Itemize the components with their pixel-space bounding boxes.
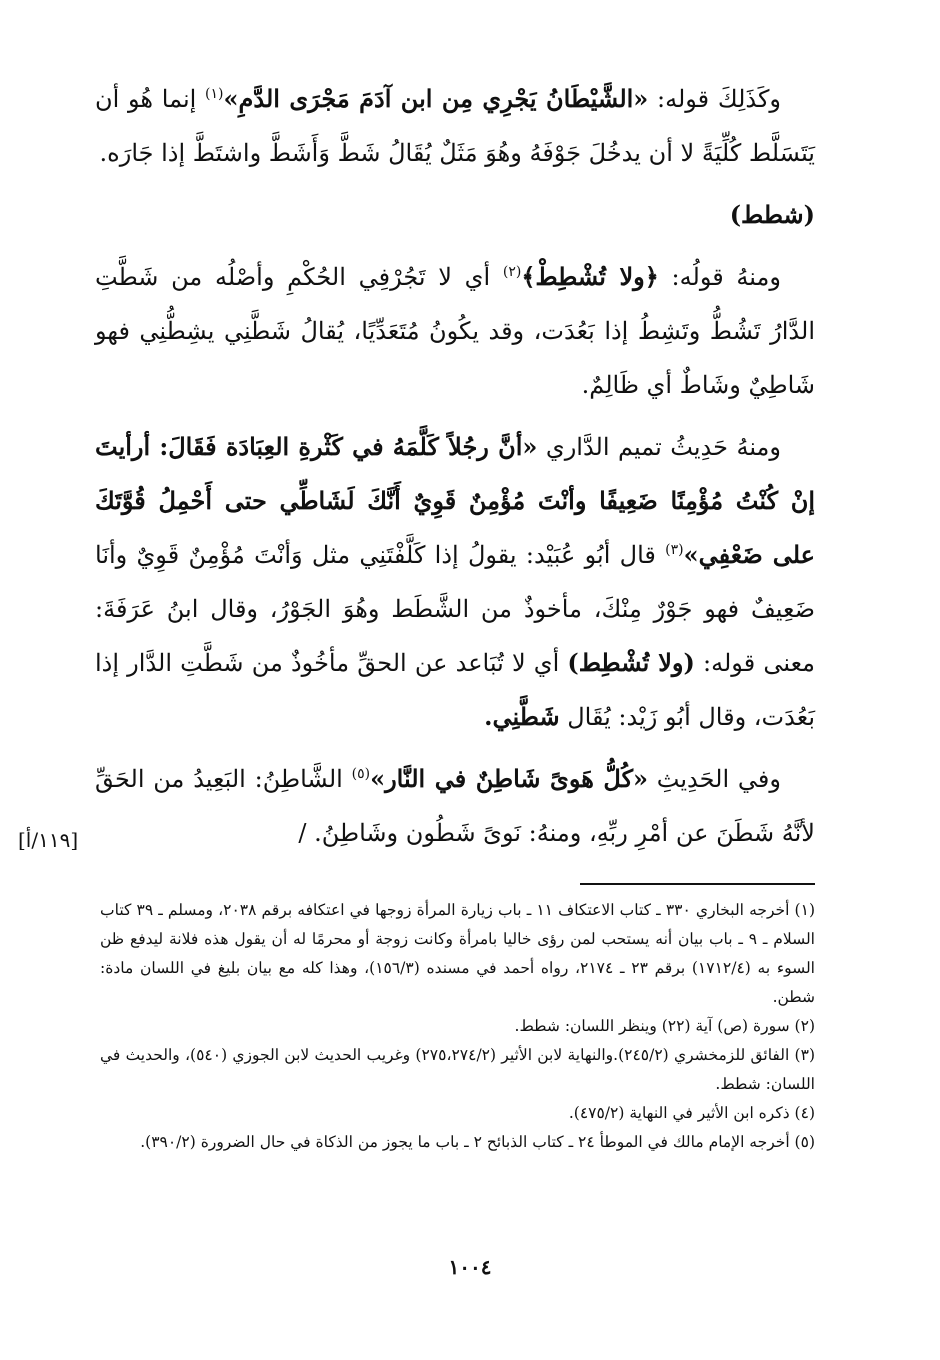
footnote-ref: (٣) bbox=[665, 542, 684, 558]
text-run: قال أبُو عُبَيْد: يقولُ إذا كَلَّفْتَنِي مثل وَأنْتَ مُؤْمِنٌ قَوِيٌ وأنَا ضَعِيفٌ فهو جَوْرٌ مِنْكَ، مأخوذٌ من الشَّطَط وهُوَ الجَوْرُ، وقال ابنُ عَرَفَةَ: معنى قوله: bbox=[95, 541, 816, 677]
footnote-1: (١) أخرجه البخاري ٣٣٠ ـ كتاب الاعتكاف ١١ ـ باب زيارة المرأة زوجها في اعتكافه برقم ٢٠٣٨، ومسلم ـ ٣٩ كتاب السلام ـ ٩ ـ باب بيان أنه يستحب لمن رؤى خاليا بامرأة وكانت زوجة أو محرمًا له أن يقول هذه فلانة ليدفع ظن السوء به (١٧١٢/٤) برقم ٢٣ ـ ٢١٧٤، رواه أحمد في مسنده (١٥٦/٣)، وهذا كله مع بيان بليغ في اللسان مادة: شطن. bbox=[100, 901, 815, 1006]
main-text bbox=[95, 72, 815, 868]
footnote-2: (٢) سورة (ص) آية (٢٢) وينظر اللسان: شطط. bbox=[514, 1017, 815, 1035]
text-run: ومنهُ قولُه: bbox=[671, 263, 781, 291]
footnote-4: (٤) ذكره ابن الأثير في النهاية (٤٧٥/٢). bbox=[568, 1104, 815, 1122]
footnote-ref: (٢) bbox=[502, 264, 522, 280]
paragraph-1 bbox=[95, 72, 815, 180]
text-run: ومنهُ حَدِيثُ تميم الدَّاري bbox=[545, 433, 782, 461]
footnote-ref: (١) bbox=[205, 86, 224, 102]
text-run: إنما هُو أن يَتَسَلَّط كُلِّيَةً لا أن يدخُلَ جَوْفَهُ وهُوَ مَثَلٌ يُقَالُ شَطَّ وَأَشَطَّ واشتَطَّ إذا جَارَه. bbox=[95, 85, 815, 167]
manuscript-folio-marker: [١١٩/أ] bbox=[18, 828, 79, 852]
text-run: شَطَّنِي. bbox=[484, 702, 560, 731]
quran-quote: (ولا تُشْطِط) bbox=[567, 648, 695, 677]
quran-quote: ﴿ولا تُشْطِطْ﴾ bbox=[521, 262, 659, 291]
hadith-quote: «أنَّ رجُلاً كَلَّمَهُ في كَثْرةِ العِبَادَة فَقَالَ: أرأيتَ إنْ كُنْتُ مُؤْمِنًا ضَعِيفًا وأنْتَ مُؤْمِنٌ قَوِيٌ أَنَّكَ لَشَاطِّي حتى أَحْمِلُ قُوَّتَكَ على ضَعْفِي» bbox=[95, 432, 815, 569]
paragraph-4 bbox=[95, 752, 815, 860]
footnote-divider bbox=[580, 883, 815, 885]
text-run: الشَّاطِنُ: البَعِيدُ من الحَقِّ لأنَّهُ شَطَنَ عن أمْرِ ربِّهِ، ومنهُ: نَوىً شَطُون وشَاطِنُ. / bbox=[95, 765, 815, 847]
hadith-quote: «كُلُّ هَوىً شَاطِنٌ في النَّار» bbox=[370, 764, 648, 793]
page-number: ١٠٠٤ bbox=[448, 1255, 492, 1279]
hadith-quote: «الشَّيْطَانُ يَجْرِي مِن ابن آدَمَ مَجْرَى الدَّمِ» bbox=[223, 84, 649, 113]
footnote-5: (٥) أخرجه الإمام مالك في الموطأ ٢٤ ـ كتاب الذبائح ٢ ـ باب ما يجوز من الذكاة في حال الضرورة (٣٩٠/٢). bbox=[140, 1133, 815, 1151]
footnotes bbox=[100, 896, 815, 1157]
text-run: وكَذَلِكَ قوله: bbox=[657, 85, 782, 113]
paragraph-3 bbox=[95, 420, 815, 744]
section-heading: (شطط) bbox=[729, 200, 815, 229]
footnote-3: (٣) الفائق للزمخشري (٢٤٥/٢).والنهاية لابن الأثير (٢٧٥،٢٧٤/٢) وغريب الحديث لابن الجوزي (٥٤٠)، والحديث في اللسان: شطط. bbox=[100, 1046, 815, 1093]
text-run: وفي الحَدِيثِ bbox=[656, 765, 781, 793]
text-run: أي لا تُبَاعد عن الحقِّ مأخُوذٌ من شَطَّتِ الدَّار إذا بَعُدَت، وقال أبُو زَيْد: يُقَال bbox=[95, 649, 815, 731]
text-run: أي لا تَجُرْفِي الحُكْمِ وأصْلُه من شَطَّتِ الدَّارُ تَشُطُّ وتَشِطُ إذا بَعُدَت، وقد يكُونُ مُتَعَدِّيًا، يُقالُ شَطَّنِي يشِطُّنِي فهو شَاطِيٌ وشَاطٌ أي ظَالِمٌ. bbox=[95, 263, 815, 399]
footnote-ref: (٥) bbox=[351, 766, 371, 782]
paragraph-2 bbox=[95, 250, 815, 412]
